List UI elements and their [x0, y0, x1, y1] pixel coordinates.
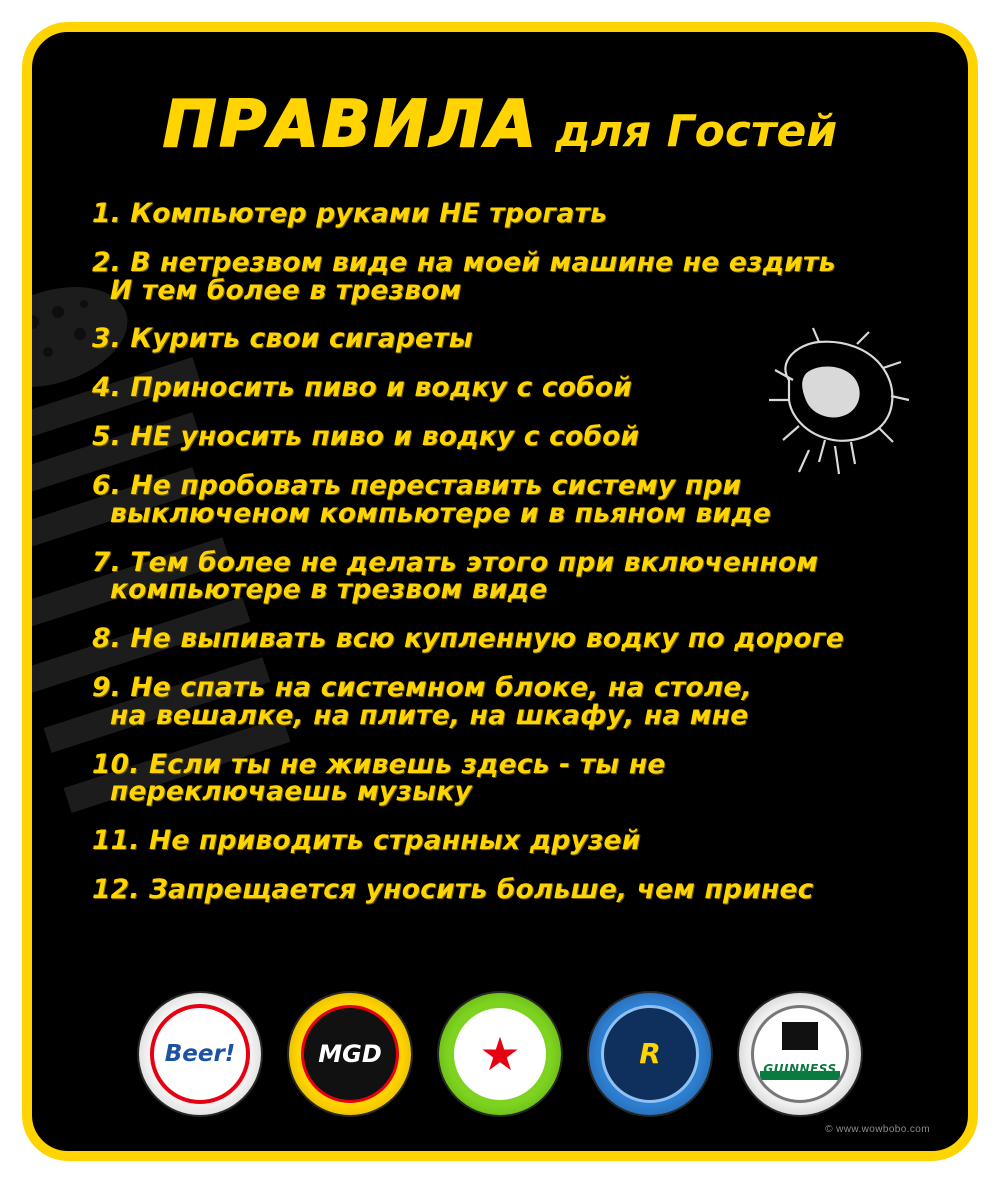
rule-text-line2: выключеном компьютере и в пьяном виде: [110, 497, 772, 529]
bottle-cap-r-label: R: [601, 1005, 699, 1103]
title-sub-main: Гостей: [666, 106, 838, 157]
rule-number: 1.: [92, 198, 121, 229]
rule-number: 5.: [92, 421, 121, 453]
title-main: ПРАВИЛА: [162, 88, 539, 162]
rule-text: Не пробовать переставить систему при: [130, 469, 742, 501]
rule-item: [92, 246, 942, 306]
rule-text-line2: компьютере в трезвом виде: [110, 574, 548, 606]
rule-text: Курить свои сигареты: [130, 323, 473, 355]
rule-text: Не выпивать всю купленную водку по дороге: [130, 623, 845, 655]
credit-text: © www.wowbobo.com: [825, 1124, 930, 1135]
title-sub: [555, 106, 837, 157]
rule-number: 9.: [92, 671, 121, 703]
rule-number: 2.: [92, 246, 121, 278]
rule-number: 12.: [92, 874, 140, 905]
rule-item: [92, 469, 942, 529]
bottle-cap-r: [589, 993, 711, 1115]
rule-text-line2: на вешалке, на плите, на шкафу, на мне: [110, 699, 749, 731]
rule-number: 11.: [92, 825, 140, 857]
rule-text: В нетрезвом виде на моей машине не ездить: [130, 246, 836, 278]
rule-text: Приносить пиво и водку с собой: [130, 372, 633, 404]
bottle-cap-star-label: ★: [449, 1003, 551, 1105]
rule-item: [92, 325, 942, 353]
rule-item: [92, 625, 942, 653]
rule-text: Тем более не делать этого при включенном: [130, 546, 819, 578]
rule-item: [92, 827, 942, 855]
rule-text: Запрещается уносить больше, чем принес: [148, 874, 814, 905]
poster-card: [22, 22, 978, 1161]
rule-item: [92, 671, 942, 731]
rule-number: 4.: [92, 372, 121, 404]
bottle-cap-mgd: [289, 993, 411, 1115]
bottle-cap-guinness-label: GUINNESS: [763, 1062, 837, 1076]
bottle-cap-beer-label: Beer!: [150, 1004, 250, 1104]
poster-title: [32, 88, 968, 162]
rule-text: Не приводить странных друзей: [148, 825, 641, 857]
rule-item: [92, 546, 942, 606]
rule-item: [92, 876, 942, 904]
rule-text: Компьютер руками НЕ трогать: [130, 198, 608, 229]
rule-number: 8.: [92, 623, 121, 655]
rule-number: 3.: [92, 323, 121, 355]
rule-item: [92, 748, 942, 808]
title-sub-prefix: для: [555, 106, 652, 157]
bottle-cap-guinness-inner: [751, 1005, 849, 1103]
rule-text-line2: И тем более в трезвом: [110, 274, 462, 306]
rule-text-line2: переключаешь музыку: [110, 776, 472, 808]
bottle-cap-guinness: [739, 993, 861, 1115]
rule-number: 6.: [92, 469, 121, 501]
rule-text: Если ты не живешь здесь - ты не: [148, 748, 666, 780]
rule-number: 10.: [92, 748, 140, 780]
rule-text: Не спать на системном блоке, на столе,: [130, 671, 752, 703]
bottle-cap-beer: [139, 993, 261, 1115]
rule-item: [92, 374, 942, 402]
rule-text: НЕ уносить пиво и водку с собой: [130, 421, 640, 453]
guinness-harp-shape: [782, 1022, 818, 1050]
rule-item: [92, 200, 942, 228]
rule-item: [92, 423, 942, 451]
bottle-cap-star: [439, 993, 561, 1115]
rule-number: 7.: [92, 546, 121, 578]
rules-list: [92, 200, 942, 925]
bottle-cap-mgd-label: MGD: [301, 1005, 399, 1103]
bottle-caps-row: [32, 993, 968, 1115]
